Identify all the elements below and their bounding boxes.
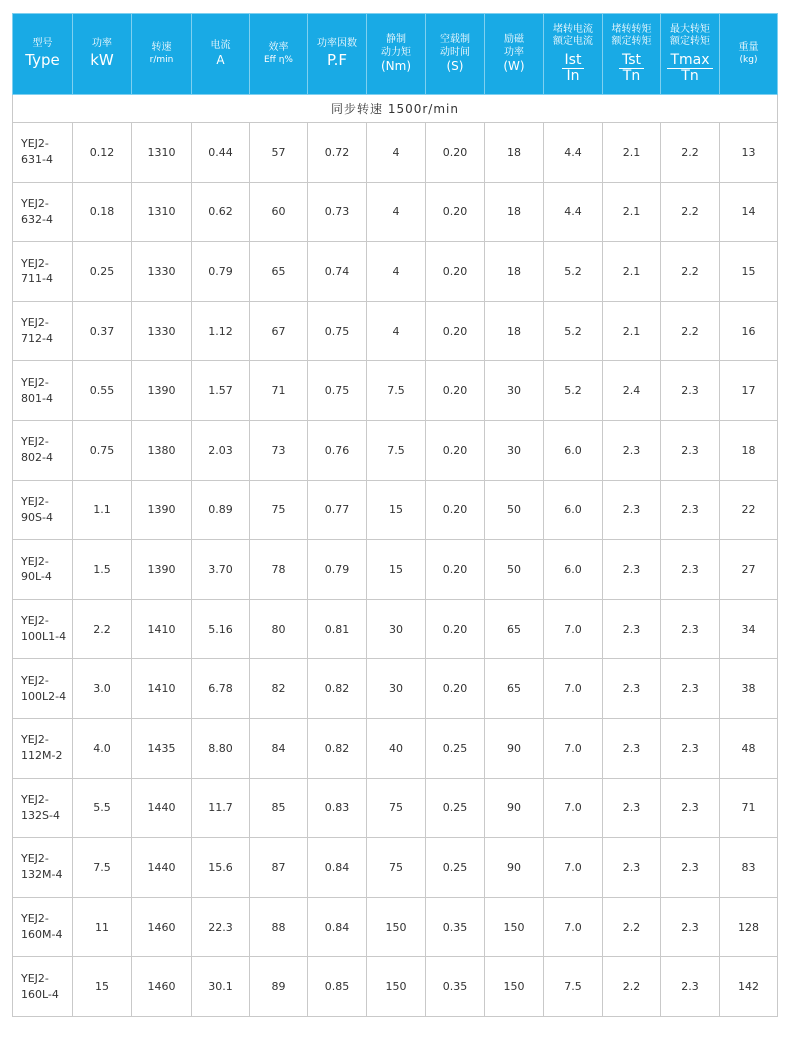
header-efficiency bbox=[250, 14, 308, 95]
model-code: 100L2-4 bbox=[21, 689, 67, 703]
efficiency-cell: 57 bbox=[250, 123, 308, 183]
header-power-factor-en: P.F bbox=[326, 50, 348, 69]
header-current-unit: A bbox=[216, 52, 225, 67]
weight-cell: 13 bbox=[720, 123, 778, 183]
brake-torque-cell: 7.5 bbox=[367, 361, 426, 421]
header-max-torque-zh1: 最大转矩 bbox=[670, 23, 710, 35]
header-type-zh: 型号 bbox=[32, 38, 53, 50]
efficiency-cell: 80 bbox=[250, 599, 308, 659]
model-cell bbox=[13, 659, 73, 719]
excitation-power-cell: 150 bbox=[485, 957, 544, 1017]
model-cell bbox=[13, 897, 73, 957]
table-row bbox=[13, 182, 778, 242]
current-cell: 5.16 bbox=[192, 599, 250, 659]
table-row bbox=[13, 242, 778, 302]
speed-cell: 1330 bbox=[132, 301, 192, 361]
header-brake-time-zh1: 空载制 bbox=[440, 34, 470, 45]
model-cell bbox=[13, 420, 73, 480]
excitation-power-cell: 90 bbox=[485, 778, 544, 838]
efficiency-cell: 85 bbox=[250, 778, 308, 838]
table-row bbox=[13, 480, 778, 540]
brake-time-cell: 0.20 bbox=[426, 182, 485, 242]
speed-cell: 1435 bbox=[132, 718, 192, 778]
power-cell: 4.0 bbox=[73, 718, 132, 778]
locked-current-cell: 4.4 bbox=[544, 123, 603, 183]
locked-current-cell: 7.0 bbox=[544, 599, 603, 659]
model-prefix: YEJ2- bbox=[21, 256, 49, 270]
model-prefix: YEJ2- bbox=[21, 435, 49, 449]
power-cell: 0.37 bbox=[73, 301, 132, 361]
max-torque-cell: 2.3 bbox=[661, 957, 720, 1017]
efficiency-cell: 82 bbox=[250, 659, 308, 719]
power-factor-cell: 0.81 bbox=[308, 599, 367, 659]
speed-cell: 1410 bbox=[132, 659, 192, 719]
model-prefix: YEJ2- bbox=[21, 673, 49, 687]
brake-time-cell: 0.20 bbox=[426, 540, 485, 600]
model-code: 711-4 bbox=[21, 272, 53, 286]
power-cell: 1.5 bbox=[73, 540, 132, 600]
power-factor-cell: 0.83 bbox=[308, 778, 367, 838]
speed-cell: 1390 bbox=[132, 361, 192, 421]
header-weight bbox=[720, 14, 778, 95]
brake-time-cell: 0.20 bbox=[426, 123, 485, 183]
weight-cell: 17 bbox=[720, 361, 778, 421]
current-cell: 30.1 bbox=[192, 957, 250, 1017]
current-cell: 2.03 bbox=[192, 420, 250, 480]
excitation-power-cell: 90 bbox=[485, 838, 544, 898]
table-row bbox=[13, 599, 778, 659]
speed-cell: 1390 bbox=[132, 480, 192, 540]
excitation-power-cell: 50 bbox=[485, 540, 544, 600]
table-row bbox=[13, 123, 778, 183]
model-cell bbox=[13, 778, 73, 838]
locked-current-cell: 5.2 bbox=[544, 361, 603, 421]
model-prefix: YEJ2- bbox=[21, 614, 49, 628]
header-excitation-power-zh1: 励磁 bbox=[504, 34, 524, 45]
locked-torque-cell: 2.3 bbox=[603, 540, 661, 600]
locked-current-cell: 7.5 bbox=[544, 957, 603, 1017]
table-row bbox=[13, 659, 778, 719]
header-power-factor-zh: 功率因数 bbox=[317, 38, 357, 50]
model-prefix: YEJ2- bbox=[21, 375, 49, 389]
locked-torque-cell: 2.3 bbox=[603, 480, 661, 540]
brake-time-cell: 0.20 bbox=[426, 420, 485, 480]
brake-torque-cell: 150 bbox=[367, 897, 426, 957]
model-code: 132S-4 bbox=[21, 808, 60, 822]
model-code: 632-4 bbox=[21, 212, 53, 226]
brake-torque-cell: 15 bbox=[367, 540, 426, 600]
current-cell: 0.44 bbox=[192, 123, 250, 183]
model-cell bbox=[13, 123, 73, 183]
power-cell: 2.2 bbox=[73, 599, 132, 659]
speed-cell: 1440 bbox=[132, 838, 192, 898]
efficiency-cell: 60 bbox=[250, 182, 308, 242]
max-torque-cell: 2.3 bbox=[661, 778, 720, 838]
power-factor-cell: 0.77 bbox=[308, 480, 367, 540]
model-cell bbox=[13, 599, 73, 659]
table-row bbox=[13, 718, 778, 778]
current-cell: 15.6 bbox=[192, 838, 250, 898]
table-row bbox=[13, 540, 778, 600]
current-cell: 8.80 bbox=[192, 718, 250, 778]
current-cell: 6.78 bbox=[192, 659, 250, 719]
locked-torque-cell: 2.2 bbox=[603, 957, 661, 1017]
power-factor-cell: 0.72 bbox=[308, 123, 367, 183]
header-weight-zh: 重量 bbox=[738, 42, 759, 54]
speed-cell: 1310 bbox=[132, 182, 192, 242]
locked-current-cell: 7.0 bbox=[544, 718, 603, 778]
header-max-torque-ratio bbox=[661, 14, 720, 95]
excitation-power-cell: 65 bbox=[485, 599, 544, 659]
weight-cell: 71 bbox=[720, 778, 778, 838]
max-torque-cell: 2.3 bbox=[661, 718, 720, 778]
header-locked-current-zh1: 堵转电流 bbox=[553, 23, 593, 35]
header-speed-unit: r/min bbox=[149, 54, 174, 65]
weight-cell: 27 bbox=[720, 540, 778, 600]
header-power bbox=[73, 14, 132, 95]
model-prefix: YEJ2- bbox=[21, 792, 49, 806]
power-cell: 15 bbox=[73, 957, 132, 1017]
excitation-power-cell: 150 bbox=[485, 897, 544, 957]
brake-torque-cell: 4 bbox=[367, 242, 426, 302]
power-cell: 5.5 bbox=[73, 778, 132, 838]
weight-cell: 142 bbox=[720, 957, 778, 1017]
locked-torque-cell: 2.3 bbox=[603, 599, 661, 659]
brake-time-cell: 0.20 bbox=[426, 480, 485, 540]
locked-torque-cell: 2.2 bbox=[603, 897, 661, 957]
excitation-power-cell: 30 bbox=[485, 420, 544, 480]
power-factor-cell: 0.73 bbox=[308, 182, 367, 242]
table-row bbox=[13, 420, 778, 480]
header-efficiency-unit: Eff η% bbox=[263, 54, 293, 65]
weight-cell: 38 bbox=[720, 659, 778, 719]
model-prefix: YEJ2- bbox=[21, 852, 49, 866]
table-row bbox=[13, 778, 778, 838]
brake-torque-cell: 150 bbox=[367, 957, 426, 1017]
header-max-torque-den: Tn bbox=[681, 68, 699, 84]
power-factor-cell: 0.75 bbox=[308, 301, 367, 361]
efficiency-cell: 84 bbox=[250, 718, 308, 778]
brake-torque-cell: 75 bbox=[367, 838, 426, 898]
max-torque-cell: 2.2 bbox=[661, 301, 720, 361]
header-power-unit: kW bbox=[90, 50, 114, 69]
header-locked-torque-zh1: 堵转转矩 bbox=[611, 23, 652, 35]
brake-torque-cell: 30 bbox=[367, 599, 426, 659]
brake-torque-cell: 4 bbox=[367, 123, 426, 183]
section-title: 同步转速 1500r/min bbox=[13, 95, 778, 123]
excitation-power-cell: 18 bbox=[485, 301, 544, 361]
model-code: 90S-4 bbox=[21, 510, 53, 524]
locked-current-cell: 7.0 bbox=[544, 838, 603, 898]
model-cell bbox=[13, 242, 73, 302]
brake-time-cell: 0.20 bbox=[426, 659, 485, 719]
max-torque-cell: 2.3 bbox=[661, 838, 720, 898]
header-weight-unit: (kg) bbox=[739, 54, 758, 65]
weight-cell: 22 bbox=[720, 480, 778, 540]
table-row bbox=[13, 897, 778, 957]
model-code: 90L-4 bbox=[21, 570, 52, 584]
model-code: 802-4 bbox=[21, 451, 53, 465]
speed-cell: 1380 bbox=[132, 420, 192, 480]
model-cell bbox=[13, 957, 73, 1017]
model-code: 801-4 bbox=[21, 391, 53, 405]
power-factor-cell: 0.76 bbox=[308, 420, 367, 480]
speed-cell: 1390 bbox=[132, 540, 192, 600]
locked-torque-cell: 2.3 bbox=[603, 420, 661, 480]
model-cell bbox=[13, 540, 73, 600]
power-cell: 0.18 bbox=[73, 182, 132, 242]
model-code: 712-4 bbox=[21, 332, 53, 346]
header-excitation-power-zh2: 功率 bbox=[504, 46, 524, 58]
table-row bbox=[13, 838, 778, 898]
model-prefix: YEJ2- bbox=[21, 196, 49, 210]
model-cell bbox=[13, 182, 73, 242]
power-factor-cell: 0.75 bbox=[308, 361, 367, 421]
max-torque-cell: 2.3 bbox=[661, 599, 720, 659]
excitation-power-cell: 18 bbox=[485, 182, 544, 242]
current-cell: 0.79 bbox=[192, 242, 250, 302]
model-cell bbox=[13, 361, 73, 421]
model-code: 132M-4 bbox=[21, 868, 63, 882]
header-locked-torque-ratio bbox=[603, 14, 661, 95]
table-row bbox=[13, 301, 778, 361]
header-type-en: Type bbox=[25, 50, 60, 69]
locked-torque-cell: 2.3 bbox=[603, 659, 661, 719]
max-torque-cell: 2.3 bbox=[661, 420, 720, 480]
locked-torque-cell: 2.1 bbox=[603, 123, 661, 183]
model-code: 631-4 bbox=[21, 153, 53, 167]
locked-torque-cell: 2.1 bbox=[603, 182, 661, 242]
model-code: 100L1-4 bbox=[21, 630, 67, 644]
efficiency-cell: 71 bbox=[250, 361, 308, 421]
brake-time-cell: 0.25 bbox=[426, 778, 485, 838]
locked-current-cell: 4.4 bbox=[544, 182, 603, 242]
locked-current-cell: 6.0 bbox=[544, 480, 603, 540]
spec-table-container bbox=[12, 13, 777, 1017]
brake-torque-cell: 15 bbox=[367, 480, 426, 540]
header-type bbox=[13, 14, 73, 95]
current-cell: 3.70 bbox=[192, 540, 250, 600]
locked-current-cell: 5.2 bbox=[544, 242, 603, 302]
current-cell: 0.89 bbox=[192, 480, 250, 540]
locked-torque-cell: 2.1 bbox=[603, 242, 661, 302]
speed-cell: 1460 bbox=[132, 897, 192, 957]
header-brake-torque bbox=[367, 14, 426, 95]
power-cell: 0.75 bbox=[73, 420, 132, 480]
excitation-power-cell: 50 bbox=[485, 480, 544, 540]
speed-cell: 1440 bbox=[132, 778, 192, 838]
header-efficiency-zh: 效率 bbox=[268, 42, 289, 54]
model-prefix: YEJ2- bbox=[21, 912, 49, 926]
header-speed bbox=[132, 14, 192, 95]
brake-torque-cell: 4 bbox=[367, 301, 426, 361]
speed-cell: 1410 bbox=[132, 599, 192, 659]
efficiency-cell: 89 bbox=[250, 957, 308, 1017]
power-cell: 0.12 bbox=[73, 123, 132, 183]
header-brake-torque-unit: (Nm) bbox=[380, 59, 412, 73]
power-cell: 0.55 bbox=[73, 361, 132, 421]
model-code: 160L-4 bbox=[21, 987, 59, 1001]
excitation-power-cell: 18 bbox=[485, 123, 544, 183]
model-prefix: YEJ2- bbox=[21, 971, 49, 985]
max-torque-cell: 2.3 bbox=[661, 361, 720, 421]
locked-torque-cell: 2.3 bbox=[603, 718, 661, 778]
current-cell: 11.7 bbox=[192, 778, 250, 838]
brake-time-cell: 0.20 bbox=[426, 361, 485, 421]
power-factor-cell: 0.79 bbox=[308, 540, 367, 600]
header-brake-torque-zh2: 动力矩 bbox=[381, 46, 411, 58]
max-torque-cell: 2.3 bbox=[661, 540, 720, 600]
max-torque-cell: 2.3 bbox=[661, 480, 720, 540]
efficiency-cell: 67 bbox=[250, 301, 308, 361]
excitation-power-cell: 18 bbox=[485, 242, 544, 302]
header-locked-current-ratio bbox=[544, 14, 603, 95]
current-cell: 1.12 bbox=[192, 301, 250, 361]
model-cell bbox=[13, 301, 73, 361]
weight-cell: 14 bbox=[720, 182, 778, 242]
header-brake-torque-zh1: 静制 bbox=[386, 34, 406, 45]
brake-time-cell: 0.35 bbox=[426, 957, 485, 1017]
max-torque-cell: 2.2 bbox=[661, 123, 720, 183]
weight-cell: 128 bbox=[720, 897, 778, 957]
brake-torque-cell: 40 bbox=[367, 718, 426, 778]
power-cell: 7.5 bbox=[73, 838, 132, 898]
brake-torque-cell: 75 bbox=[367, 778, 426, 838]
model-prefix: YEJ2- bbox=[21, 137, 49, 151]
max-torque-cell: 2.2 bbox=[661, 182, 720, 242]
excitation-power-cell: 65 bbox=[485, 659, 544, 719]
model-code: 112M-2 bbox=[21, 749, 63, 763]
locked-torque-cell: 2.1 bbox=[603, 301, 661, 361]
header-max-torque-num: Tmax bbox=[667, 53, 712, 69]
header-locked-current-num: Ist bbox=[562, 53, 585, 69]
table-row bbox=[13, 957, 778, 1017]
power-cell: 0.25 bbox=[73, 242, 132, 302]
brake-time-cell: 0.20 bbox=[426, 301, 485, 361]
header-current bbox=[192, 14, 250, 95]
model-prefix: YEJ2- bbox=[21, 494, 49, 508]
weight-cell: 16 bbox=[720, 301, 778, 361]
locked-current-cell: 7.0 bbox=[544, 659, 603, 719]
table-row bbox=[13, 361, 778, 421]
model-cell bbox=[13, 480, 73, 540]
power-cell: 1.1 bbox=[73, 480, 132, 540]
model-cell bbox=[13, 838, 73, 898]
current-cell: 0.62 bbox=[192, 182, 250, 242]
header-brake-time-zh2: 动时间 bbox=[440, 46, 470, 58]
power-factor-cell: 0.74 bbox=[308, 242, 367, 302]
weight-cell: 15 bbox=[720, 242, 778, 302]
weight-cell: 83 bbox=[720, 838, 778, 898]
brake-time-cell: 0.35 bbox=[426, 897, 485, 957]
power-factor-cell: 0.84 bbox=[308, 838, 367, 898]
current-cell: 1.57 bbox=[192, 361, 250, 421]
header-speed-zh: 转速 bbox=[151, 42, 172, 54]
header-locked-current-zh2: 额定电流 bbox=[553, 36, 593, 48]
model-cell bbox=[13, 718, 73, 778]
locked-current-cell: 7.0 bbox=[544, 778, 603, 838]
excitation-power-cell: 30 bbox=[485, 361, 544, 421]
model-prefix: YEJ2- bbox=[21, 316, 49, 330]
brake-torque-cell: 30 bbox=[367, 659, 426, 719]
header-locked-current-den: In bbox=[566, 68, 580, 84]
locked-current-cell: 6.0 bbox=[544, 540, 603, 600]
locked-torque-cell: 2.3 bbox=[603, 778, 661, 838]
header-excitation-power bbox=[485, 14, 544, 95]
brake-time-cell: 0.25 bbox=[426, 718, 485, 778]
efficiency-cell: 87 bbox=[250, 838, 308, 898]
model-prefix: YEJ2- bbox=[21, 733, 49, 747]
header-excitation-power-unit: (W) bbox=[503, 59, 525, 73]
weight-cell: 18 bbox=[720, 420, 778, 480]
motor-spec-table bbox=[12, 13, 778, 1017]
excitation-power-cell: 90 bbox=[485, 718, 544, 778]
max-torque-cell: 2.3 bbox=[661, 659, 720, 719]
header-max-torque-zh2: 额定转矩 bbox=[670, 36, 710, 48]
efficiency-cell: 75 bbox=[250, 480, 308, 540]
locked-torque-cell: 2.3 bbox=[603, 838, 661, 898]
efficiency-cell: 78 bbox=[250, 540, 308, 600]
brake-torque-cell: 4 bbox=[367, 182, 426, 242]
header-current-zh: 电流 bbox=[210, 40, 231, 52]
power-factor-cell: 0.85 bbox=[308, 957, 367, 1017]
brake-time-cell: 0.25 bbox=[426, 838, 485, 898]
max-torque-cell: 2.3 bbox=[661, 897, 720, 957]
locked-current-cell: 7.0 bbox=[544, 897, 603, 957]
section-row bbox=[13, 95, 778, 123]
header-locked-torque-num: Tst bbox=[619, 53, 644, 69]
locked-current-cell: 5.2 bbox=[544, 301, 603, 361]
header-locked-torque-den: Tn bbox=[622, 68, 641, 84]
efficiency-cell: 88 bbox=[250, 897, 308, 957]
speed-cell: 1330 bbox=[132, 242, 192, 302]
header-power-zh: 功率 bbox=[92, 38, 112, 50]
header-brake-time bbox=[426, 14, 485, 95]
power-factor-cell: 0.82 bbox=[308, 718, 367, 778]
brake-time-cell: 0.20 bbox=[426, 599, 485, 659]
model-code: 160M-4 bbox=[21, 928, 63, 942]
current-cell: 22.3 bbox=[192, 897, 250, 957]
model-prefix: YEJ2- bbox=[21, 554, 49, 568]
locked-torque-cell: 2.4 bbox=[603, 361, 661, 421]
power-cell: 3.0 bbox=[73, 659, 132, 719]
header-locked-torque-zh2: 额定转矩 bbox=[611, 36, 652, 48]
header-row bbox=[13, 14, 778, 95]
power-cell: 11 bbox=[73, 897, 132, 957]
locked-current-cell: 6.0 bbox=[544, 420, 603, 480]
max-torque-cell: 2.2 bbox=[661, 242, 720, 302]
header-brake-time-unit: (S) bbox=[446, 59, 464, 73]
brake-time-cell: 0.20 bbox=[426, 242, 485, 302]
speed-cell: 1460 bbox=[132, 957, 192, 1017]
brake-torque-cell: 7.5 bbox=[367, 420, 426, 480]
power-factor-cell: 0.84 bbox=[308, 897, 367, 957]
weight-cell: 34 bbox=[720, 599, 778, 659]
header-power-factor bbox=[308, 14, 367, 95]
power-factor-cell: 0.82 bbox=[308, 659, 367, 719]
speed-cell: 1310 bbox=[132, 123, 192, 183]
weight-cell: 48 bbox=[720, 718, 778, 778]
efficiency-cell: 65 bbox=[250, 242, 308, 302]
efficiency-cell: 73 bbox=[250, 420, 308, 480]
